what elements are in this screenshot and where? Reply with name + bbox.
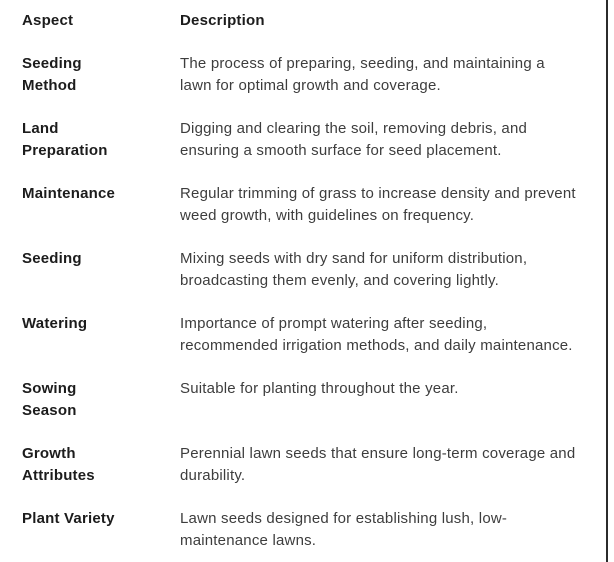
- description-cell-seeding-method: The process of preparing, seeding, and maintaining a lawn for optimal growth and coverage.: [180, 55, 545, 94]
- description-cell-seeding: Mixing seeds with dry sand for uniform distribution, broadcasting them evenly, and covering lightly.: [180, 250, 528, 289]
- right-border-divider: [606, 0, 608, 562]
- aspect-cell-maintenance: Maintenance: [22, 185, 116, 202]
- aspect-cell-growth-attributes: Growth Attributes: [22, 445, 95, 484]
- description-cell-land-preparation: Digging and clearing the soil, removing debris, and ensuring a smooth surface for seed placement.: [180, 120, 528, 159]
- table-header-aspect: Aspect: [22, 12, 74, 29]
- description-cell-growth-attributes: Perennial lawn seeds that ensure long-term coverage and durability.: [180, 445, 576, 484]
- aspect-cell-seeding: Seeding: [22, 250, 82, 267]
- description-cell-watering: Importance of prompt watering after seeding, recommended irrigation methods, and daily maintenance.: [180, 315, 573, 354]
- aspect-cell-plant-variety: Plant Variety: [22, 510, 115, 527]
- description-cell-maintenance: Regular trimming of grass to increase density and prevent weed growth, with guidelines on frequency.: [180, 185, 576, 224]
- aspect-cell-seeding-method: Seeding Method: [22, 55, 82, 94]
- aspect-cell-land-preparation: Land Preparation: [22, 120, 108, 159]
- aspect-cell-sowing-season: Sowing Season: [22, 380, 77, 419]
- aspect-cell-watering: Watering: [22, 315, 88, 332]
- description-cell-plant-variety: Lawn seeds designed for establishing lush, low-maintenance lawns.: [180, 510, 508, 549]
- table-header-description: Description: [180, 12, 265, 29]
- description-cell-sowing-season: Suitable for planting throughout the year.: [180, 380, 459, 397]
